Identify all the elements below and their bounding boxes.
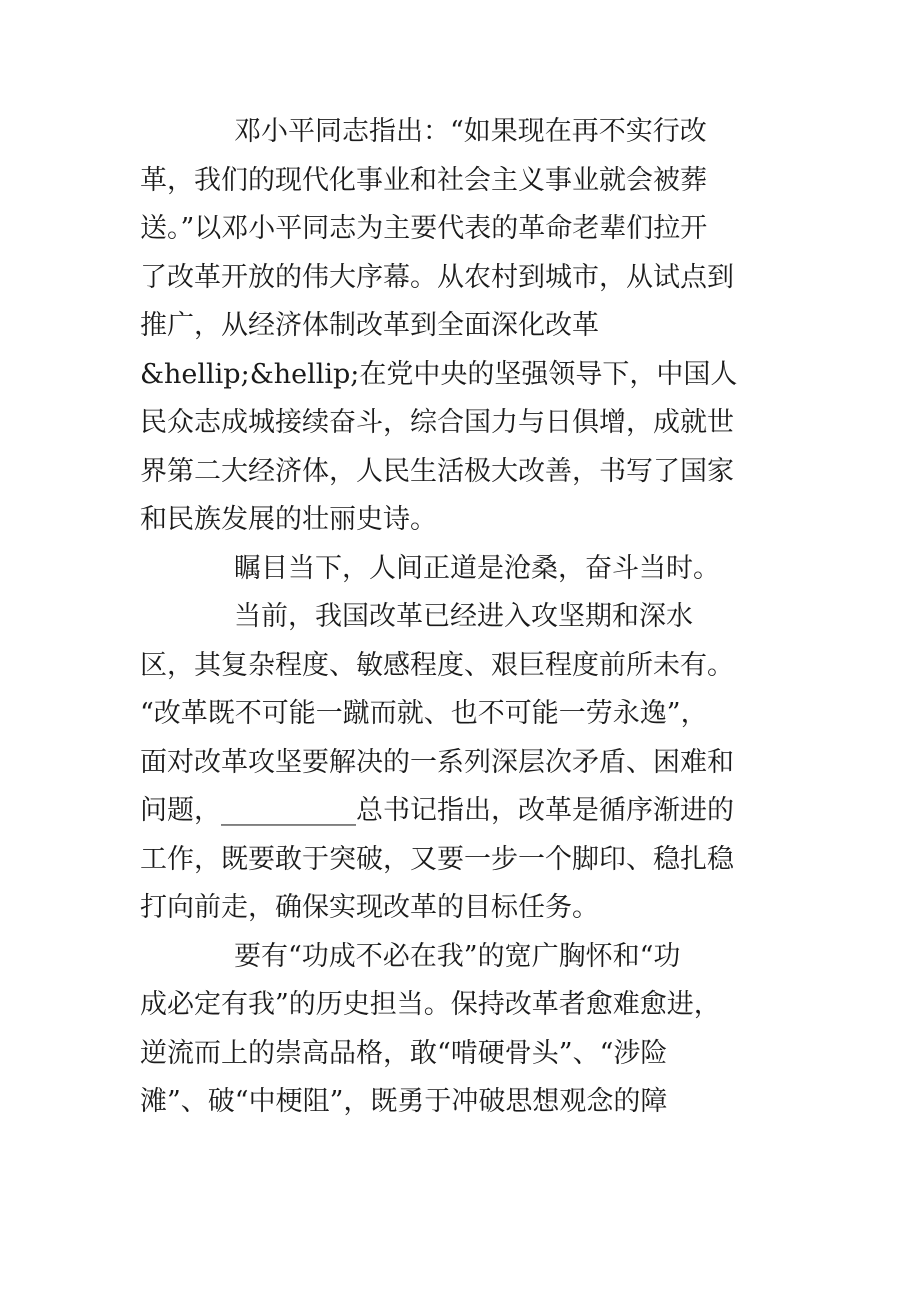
paragraph-1: [140, 108, 760, 545]
text-line: 工作，既要敢于突破，又要一步一个脚印、稳扎稳: [140, 843, 734, 875]
text-line: 逆流而上的崇高品格，敢“啃硬骨头”、“涉险: [140, 1037, 668, 1069]
text-line: 邓小平同志指出：“如果现在再不实行改: [234, 116, 707, 147]
text-line: 民众志成城接续奋斗，综合国力与日俱增，成就世: [140, 407, 734, 438]
text-line: 打向前走，确保实现改革的目标任务。: [140, 892, 599, 923]
text-line: “改革既不可能一蹴而就、也不可能一劳永逸”，: [140, 698, 708, 729]
text-line: 成必定有我”的历史担当。保持改革者愈难愈进，: [140, 989, 721, 1020]
text-line: 瞩目当下，人间正道是沧桑，奋斗当时。: [234, 552, 720, 584]
paragraph-2: [140, 545, 760, 594]
text-line: 当前，我国改革已经进入攻坚期和深水: [234, 601, 693, 632]
text-line: &hellip;&hellip;在党中央的坚强领导下，中国人: [140, 358, 738, 390]
text-line: 区，其复杂程度、敏感程度、艰巨程度前所未有。: [140, 649, 734, 681]
text-line: 面对改革攻坚要解决的一系列深层次矛盾、困难和: [140, 746, 734, 778]
text-line: 送。”以邓小平同志为主要代表的革命老辈们拉开: [140, 213, 708, 244]
text-line: 滩”、破“中梗阻”，既勇于冲破思想观念的障: [140, 1086, 668, 1117]
paragraph-4: [140, 933, 760, 1127]
paragraph-3: [140, 593, 760, 933]
text-line: 推广，从经济体制改革到全面深化改革: [140, 310, 599, 341]
text-line: 问题，__________总书记指出，改革是循序渐进的: [140, 795, 734, 826]
text-line: 和民族发展的壮丽史诗。: [140, 504, 437, 535]
text-line: 界第二大经济体，人民生活极大改善，书写了国家: [140, 455, 734, 487]
document-body: [140, 108, 760, 1127]
text-line: 革，我们的现代化事业和社会主义事业就会被葬: [140, 164, 707, 196]
text-line: 要有“功成不必在我”的宽广胸怀和“功: [234, 940, 681, 972]
text-line: 了改革开放的伟大序幕。从农村到城市，从试点到: [140, 261, 734, 293]
